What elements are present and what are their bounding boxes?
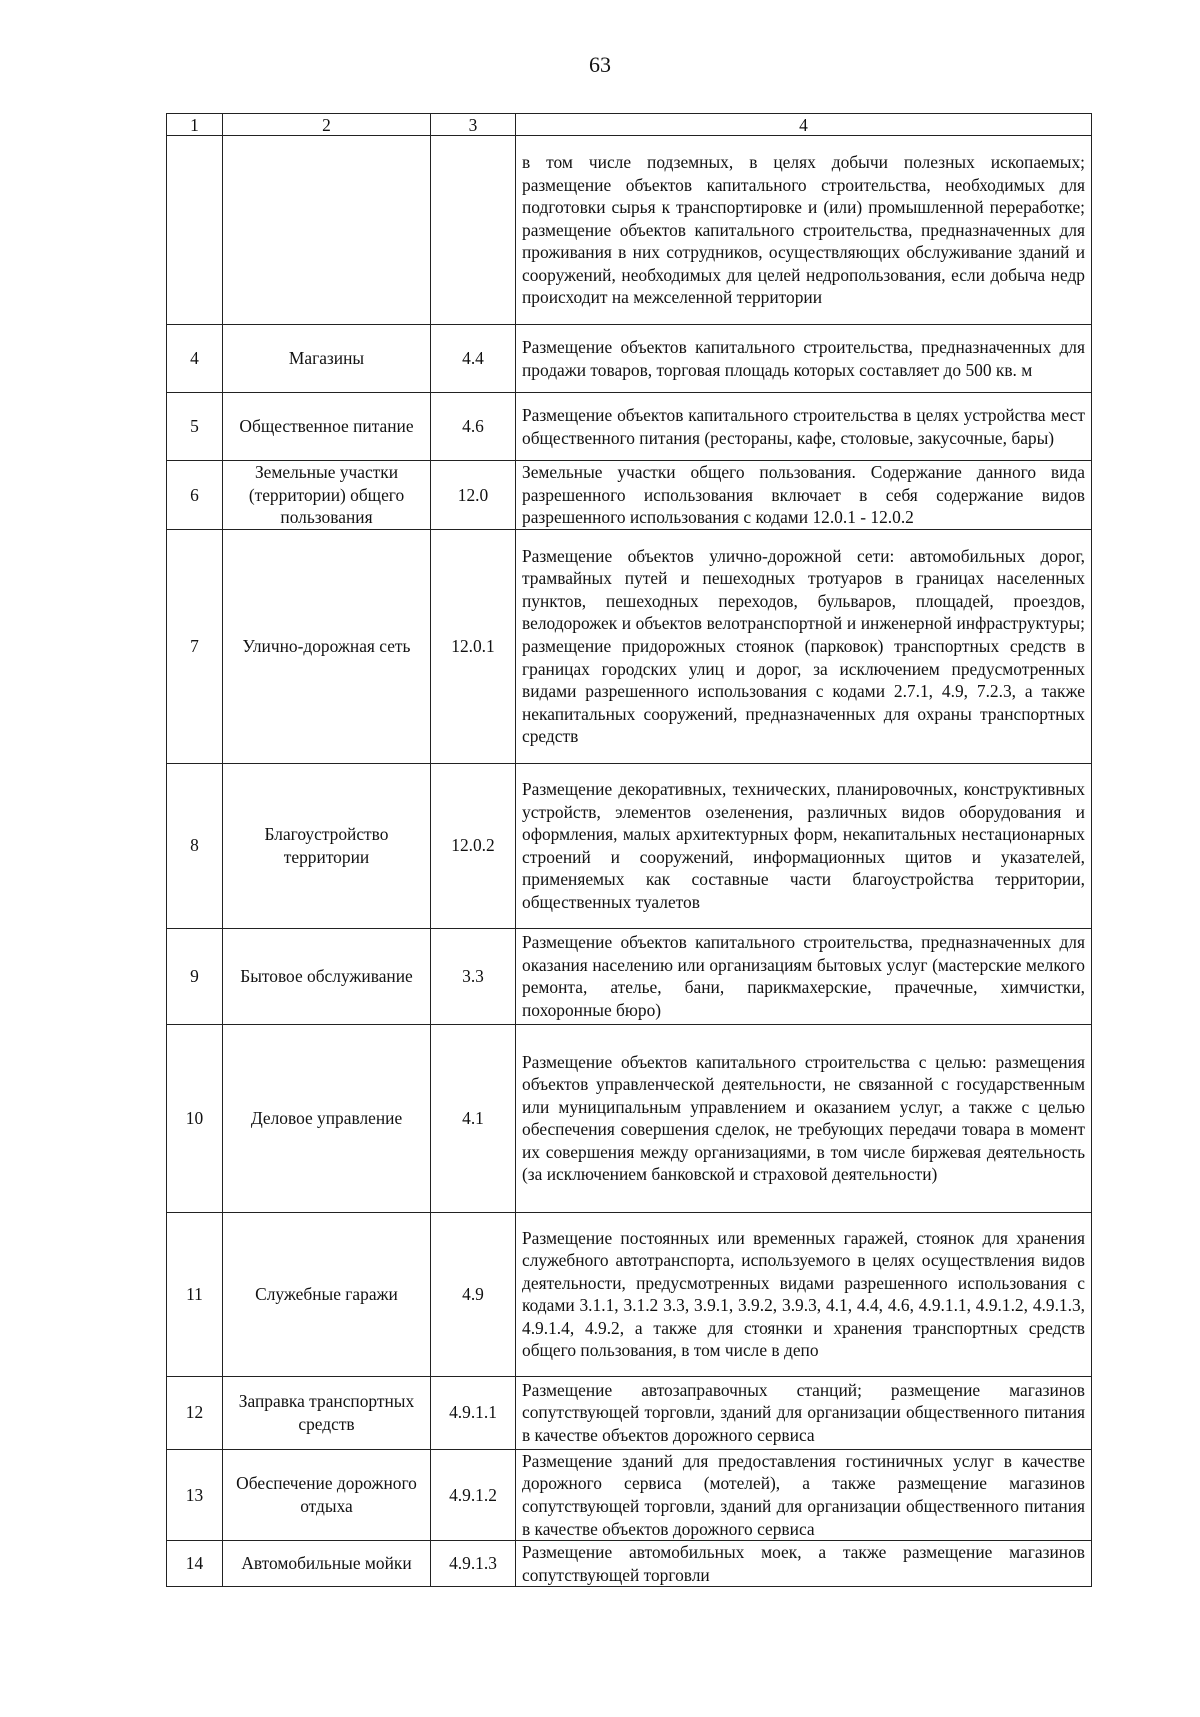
use-type-name: Улично-дорожная сеть <box>223 529 431 763</box>
table-row <box>167 461 1092 530</box>
row-number: 12 <box>167 1376 223 1449</box>
use-type-code: 4.6 <box>431 393 516 461</box>
use-type-name: Деловое управление <box>223 1024 431 1212</box>
use-type-description: Размещение объектов улично-дорожной сети: автомобильных дорог, трамвайных путей и пешеходных тротуаров в границах населенных пунктов, пешеходных переходов, бульваров, площадей, проездов, велодорожек и объектов велотранспортной и инженерной инфраструктуры; размещение придорожных стоянок (парковок) транспортных средств в границах городских улиц и дорог, за исключением предусмотренных видами разрешенного использования с кодами 2.7.1, 4.9, 7.2.3, а также некапитальных сооружений, предназначенных для охраны транспортных средств <box>516 529 1092 763</box>
use-type-description: Размещение постоянных или временных гаражей, стоянок для хранения служебного автотранспорта, используемого в целях осуществления видов деятельности, предусмотренных видами разрешенного использования с кодами 3.1.1, 3.1.2 3.3, 3.9.1, 3.9.2, 3.9.3, 4.1, 4.4, 4.6, 4.9.1.1, 4.9.1.2, 4.9.1.3, 4.9.1.4, 4.9.2, а также для стоянки и хранения транспортных средств общего пользования, в том числе в депо <box>516 1212 1092 1376</box>
header-cell-3: 3 <box>431 114 516 136</box>
table-row <box>167 928 1092 1024</box>
row-number <box>167 136 223 325</box>
use-type-name: Служебные гаражи <box>223 1212 431 1376</box>
use-type-code: 4.1 <box>431 1024 516 1212</box>
table-row <box>167 1541 1092 1587</box>
use-type-code: 3.3 <box>431 928 516 1024</box>
table-row <box>167 393 1092 461</box>
row-number: 6 <box>167 461 223 530</box>
header-cell-1: 1 <box>167 114 223 136</box>
use-type-name: Благоустройство территории <box>223 763 431 928</box>
use-type-description: Размещение объектов капитального строительства, предназначенных для продажи товаров, торговая площадь которых составляет до 500 кв. м <box>516 325 1092 393</box>
row-number: 11 <box>167 1212 223 1376</box>
use-type-description: Размещение автомобильных моек, а также размещение магазинов сопутствующей торговли <box>516 1541 1092 1587</box>
table-row <box>167 529 1092 763</box>
use-type-name: Магазины <box>223 325 431 393</box>
use-type-code: 4.9 <box>431 1212 516 1376</box>
table-row <box>167 1376 1092 1449</box>
row-number: 7 <box>167 529 223 763</box>
row-number: 4 <box>167 325 223 393</box>
row-number: 9 <box>167 928 223 1024</box>
use-type-name: Общественное питание <box>223 393 431 461</box>
use-type-code: 12.0.1 <box>431 529 516 763</box>
header-cell-4: 4 <box>516 114 1092 136</box>
use-type-description: Размещение декоративных, технических, планировочных, конструктивных устройств, элементов озеленения, различных видов оборудования и оформления, малых архитектурных форм, некапитальных нестационарных строений и сооружений, информационных щитов и указателей, применяемых как составные части благоустройства территории, общественных туалетов <box>516 763 1092 928</box>
table-row <box>167 136 1092 325</box>
row-number: 14 <box>167 1541 223 1587</box>
table-row <box>167 763 1092 928</box>
row-number: 5 <box>167 393 223 461</box>
use-type-description: Размещение зданий для предоставления гостиничных услуг в качестве дорожного сервиса (мотелей), а также размещение магазинов сопутствующей торговли, зданий для организации общественного питания в качестве объектов дорожного сервиса <box>516 1449 1092 1540</box>
table-row <box>167 325 1092 393</box>
use-type-name: Автомобильные мойки <box>223 1541 431 1587</box>
land-use-table <box>166 113 1092 1587</box>
use-type-name: Заправка транспортных средств <box>223 1376 431 1449</box>
use-type-name: Обеспечение дорожного отдыха <box>223 1449 431 1540</box>
use-type-code: 4.4 <box>431 325 516 393</box>
row-number: 10 <box>167 1024 223 1212</box>
use-type-code: 12.0 <box>431 461 516 530</box>
row-number: 8 <box>167 763 223 928</box>
use-type-description: Размещение объектов капитального строительства в целях устройства мест общественного питания (рестораны, кафе, столовые, закусочные, бары) <box>516 393 1092 461</box>
use-type-code: 4.9.1.3 <box>431 1541 516 1587</box>
use-type-code: 12.0.2 <box>431 763 516 928</box>
row-number: 13 <box>167 1449 223 1540</box>
use-type-code: 4.9.1.1 <box>431 1376 516 1449</box>
table-row <box>167 1212 1092 1376</box>
use-type-code <box>431 136 516 325</box>
use-type-name <box>223 136 431 325</box>
use-type-description: Размещение объектов капитального строительства, предназначенных для оказания населению или организациям бытовых услуг (мастерские мелкого ремонта, ателье, бани, парикмахерские, прачечные, химчистки, похоронные бюро) <box>516 928 1092 1024</box>
use-type-description: Размещение автозаправочных станций; размещение магазинов сопутствующей торговли, зданий для организации общественного питания в качестве объектов дорожного сервиса <box>516 1376 1092 1449</box>
use-type-code: 4.9.1.2 <box>431 1449 516 1540</box>
use-type-name: Бытовое обслуживание <box>223 928 431 1024</box>
table-row <box>167 1024 1092 1212</box>
use-type-name: Земельные участки (территории) общего пользования <box>223 461 431 530</box>
header-cell-2: 2 <box>223 114 431 136</box>
table-header-row <box>167 114 1092 136</box>
use-type-description: Земельные участки общего пользования. Содержание данного вида разрешенного использования включает в себя содержание видов разрешенного использования с кодами 12.0.1 - 12.0.2 <box>516 461 1092 530</box>
use-type-description: в том числе подземных, в целях добычи полезных ископаемых; размещение объектов капитального строительства, необходимых для подготовки сырья к транспортировке и (или) промышленной переработке; размещение объектов капитального строительства, предназначенных для проживания в них сотрудников, осуществляющих обслуживание зданий и сооружений, необходимых для целей недропользования, если добыча недр происходит на межселенной территории <box>516 136 1092 325</box>
use-type-description: Размещение объектов капитального строительства с целью: размещения объектов управленческой деятельности, не связанной с государственным или муниципальным управлением и оказанием услуг, а также с целью обеспечения совершения сделок, не требующих передачи товара в момент их совершения между организациями, в том числе биржевая деятельность (за исключением банковской и страховой деятельности) <box>516 1024 1092 1212</box>
table-row <box>167 1449 1092 1540</box>
page-number: 63 <box>589 52 611 77</box>
